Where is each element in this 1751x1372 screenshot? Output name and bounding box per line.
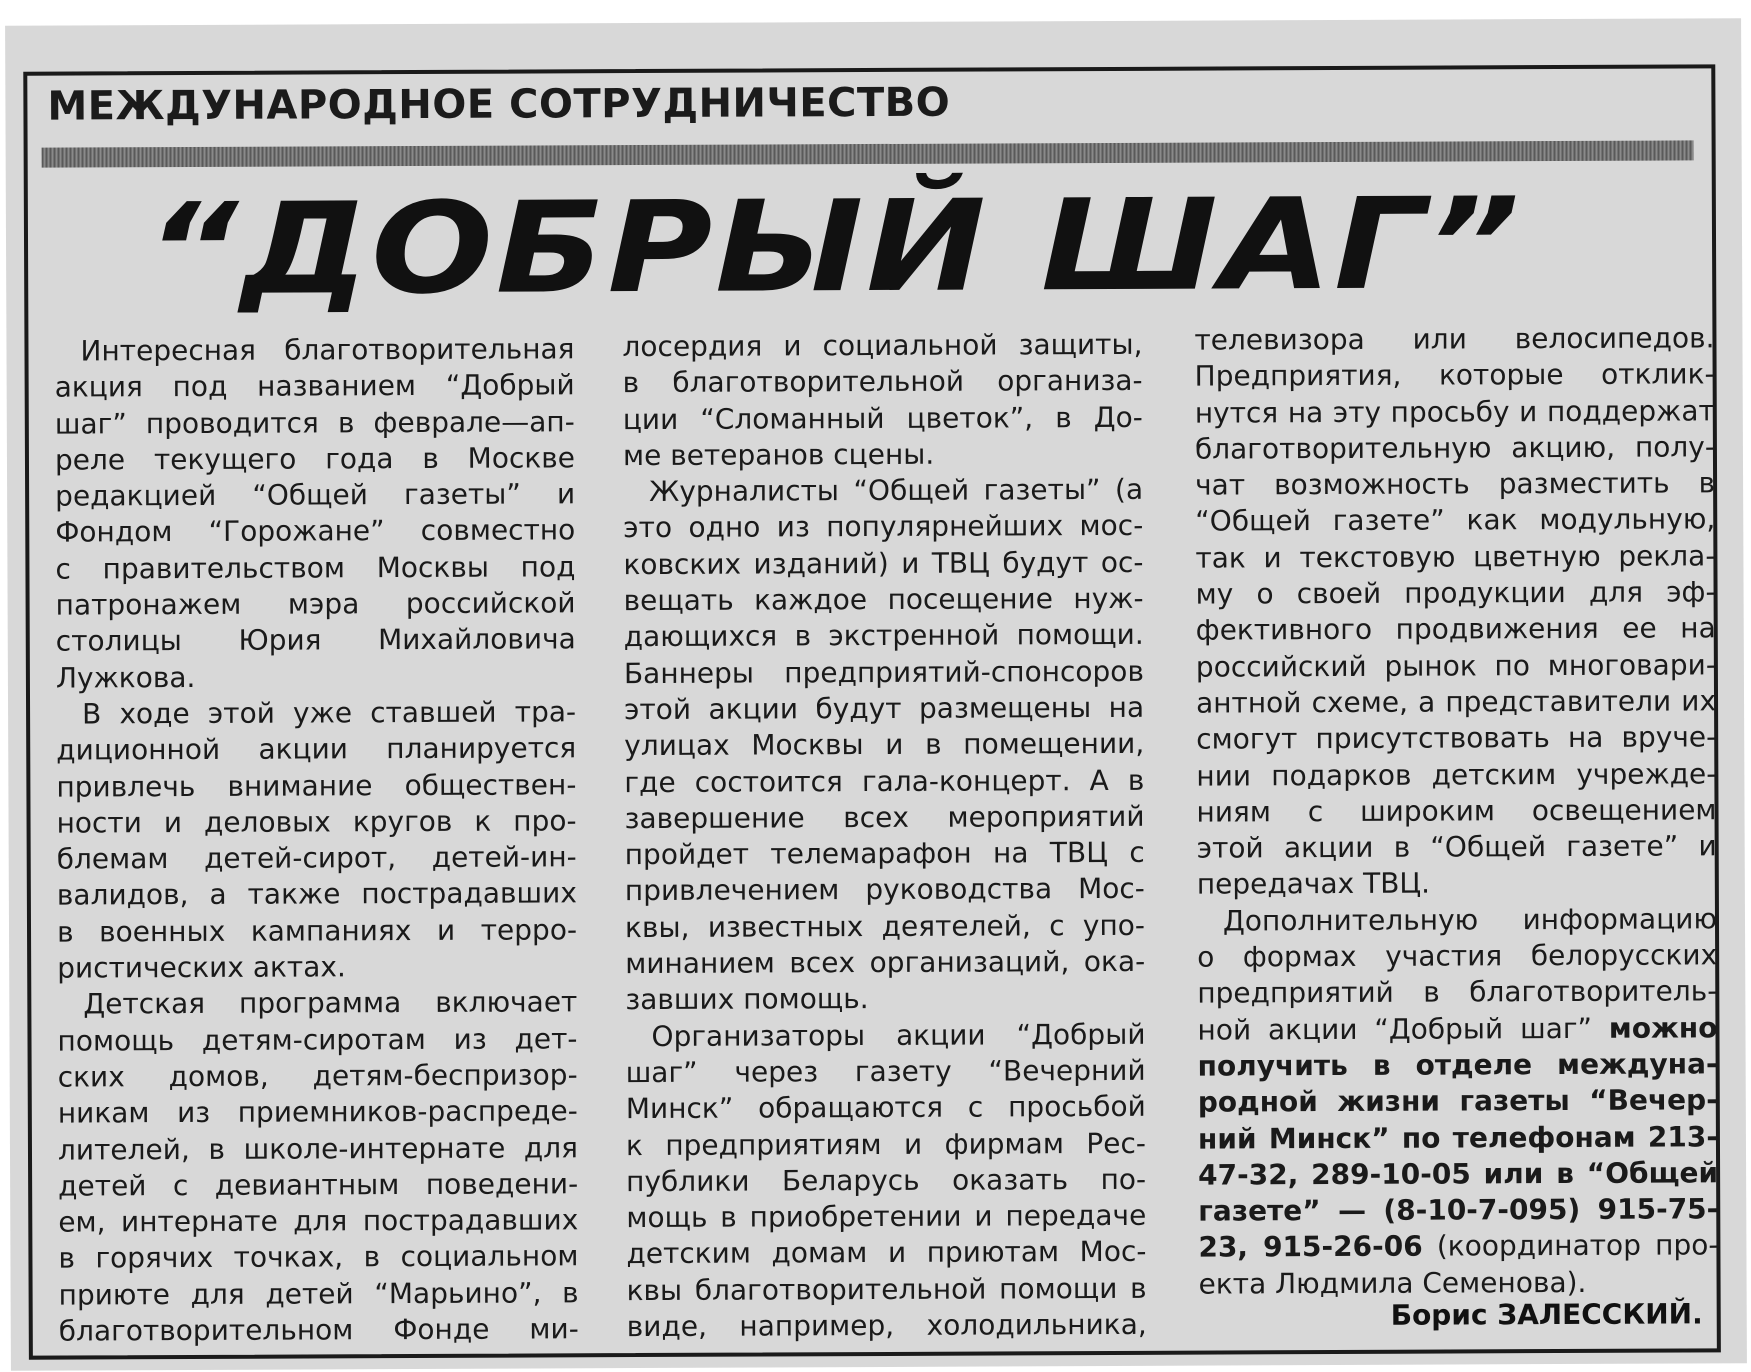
text-line: вещать каждое посещение нуж-: [623, 581, 1144, 618]
text-line: столицы Юрия Михайловича: [55, 622, 576, 658]
text-line: ме ветеранов сцены.: [622, 437, 935, 472]
text-line: получить в отделе междуна-: [1197, 1047, 1718, 1083]
text-line: ских домов, детям-беспризор-: [57, 1058, 578, 1094]
text-line: детским домам и приютам Мос-: [626, 1235, 1147, 1271]
text-line: Баннеры предприятий-спонсоров: [623, 654, 1144, 690]
text-line: Журналисты “Общей газеты” (а: [649, 473, 1144, 509]
text-line: дающихся в экстренной помощи.: [623, 618, 1144, 654]
text-line: публики Беларусь оказать по-: [626, 1162, 1147, 1198]
text-line: улицах Москвы и в помещении,: [624, 727, 1145, 763]
text-line: виде, например, холодильника,: [626, 1307, 1147, 1344]
text-line: благотворительную акцию, полу-: [1194, 430, 1715, 466]
bold-text-run: 23, 915-26-06: [1198, 1230, 1423, 1265]
text-line: передачах ТВЦ.: [1196, 867, 1431, 902]
text-line: ний Минск” по телефонам 213-: [1197, 1119, 1719, 1156]
text-line: лителей, в школе-интернате для: [57, 1130, 579, 1167]
text-line: это одно из популярнейших мос-: [623, 509, 1144, 545]
text-line: о формах участия белорусских: [1197, 938, 1718, 974]
text-line: российский рынок по многовари-: [1195, 648, 1716, 684]
text-line: блемам детей-сирот, детей-ин-: [56, 840, 577, 876]
bold-text-run: можно: [1608, 1010, 1718, 1045]
text-line: минанием всех организаций, ока-: [625, 944, 1146, 981]
text-line: диционной акции планируется: [56, 731, 577, 767]
text-line: Минск” обращаются с просьбой: [625, 1090, 1146, 1126]
text-line: газете” — (8-10-7-095) 915-75-: [1198, 1192, 1719, 1228]
text-line: ем, интернате для пострадавших: [58, 1203, 579, 1239]
article-column-3: [1194, 320, 1718, 1302]
text-line: акция под названием “Добрый: [54, 368, 575, 404]
text-line: этой акции в “Общей газете” и: [1196, 829, 1717, 865]
text-line: [1197, 1010, 1717, 1049]
text-line: этой акции будут размещены на: [623, 690, 1145, 727]
text-line: где состоится гала-концерт. А в: [624, 763, 1145, 799]
text-line: патронажем мэра российской: [55, 586, 576, 622]
text-line: ниям с широким освещением: [1196, 793, 1717, 829]
text-line: к предприятиям и фирмам Рес-: [625, 1126, 1147, 1162]
text-line: чат возможность разместить в: [1195, 466, 1716, 502]
text-line: предприятий в благотворитель-: [1197, 974, 1718, 1010]
text-line: телевизора или велосипедов.: [1194, 321, 1715, 357]
author-byline: Борис ЗАЛЕССКИЙ.: [1390, 1297, 1703, 1332]
text-line: му о своей продукции для эф-: [1195, 575, 1716, 611]
text-line: антной схеме, а представители их: [1195, 684, 1717, 720]
text-line: “Общей газете” как модульную,: [1195, 502, 1716, 539]
text-line: с правительством Москвы под: [55, 550, 576, 586]
text-line: ристических актах.: [57, 950, 346, 985]
text-line: в горячих точках, в социальном: [58, 1239, 579, 1275]
text-line: завших помощь.: [625, 982, 869, 1017]
text-line: шаг” через газету “Вечерний: [625, 1053, 1146, 1090]
rubric-heading: МЕЖДУНАРОДНОЕ СОТРУДНИЧЕСТВО: [47, 79, 951, 130]
text-line: ковских изданий) и ТВЦ будут ос-: [623, 545, 1144, 581]
text-run: ной акции “Добрый шаг”: [1197, 1011, 1593, 1047]
newspaper-clipping: [5, 18, 1747, 1371]
text-line: мощь в приобретении и передаче: [626, 1198, 1147, 1235]
text-line: 47-32, 289-10-05 или в “Общей: [1198, 1156, 1719, 1192]
text-line: в военных кампаниях и терро-: [56, 913, 578, 949]
text-line: родной жизни газеты “Вечер-: [1197, 1083, 1718, 1119]
text-line: Предприятия, которые отклик-: [1194, 357, 1715, 393]
text-line: Лужкова.: [55, 660, 196, 695]
text-line: В ходе этой уже ставшей тра-: [82, 695, 577, 731]
article-column-2: [622, 327, 1146, 1346]
text-line: в благотворительной организа-: [622, 364, 1143, 400]
text-line: приюте для детей “Марьино”, в: [58, 1276, 579, 1312]
text-line: привлечением руководства Мос-: [624, 872, 1145, 908]
text-line: привлечь внимание обществен-: [56, 767, 577, 804]
text-line: пройдет телемарафон на ТВЦ с: [624, 835, 1145, 872]
text-line: Интересная благотворительная: [80, 332, 575, 368]
text-line: детей с девиантным поведени-: [58, 1167, 579, 1203]
text-line: Детская программа включает: [83, 985, 578, 1021]
text-line: лосердия и социальной защиты,: [622, 327, 1143, 364]
text-line: квы, известных деятелей, с упо-: [624, 908, 1146, 944]
text-line: смогут присутствовать на вруче-: [1196, 720, 1717, 756]
text-line: редакцией “Общей газеты” и: [55, 477, 576, 513]
text-line: валидов, а также пострадавших: [56, 876, 577, 913]
text-line: реле текущего года в Москве: [54, 441, 576, 477]
text-line: Фондом “Горожане” совместно: [55, 513, 576, 550]
text-line: екта Людмила Семенова).: [1198, 1265, 1587, 1301]
text-line: нии подарков детским учрежде-: [1196, 756, 1717, 793]
text-line: квы благотворительной помощи в: [626, 1271, 1147, 1307]
text-line: шаг” проводится в феврале—ап-: [54, 404, 575, 441]
text-line: ности и деловых кругов к про-: [56, 804, 577, 840]
text-line: Дополнительную информацию: [1222, 902, 1718, 938]
text-line: нутся на эту просьбу и поддержат: [1194, 393, 1715, 430]
text-line: благотворительном Фонде ми-: [58, 1312, 579, 1348]
text-line: так и текстовую цветную рекла-: [1195, 539, 1716, 575]
text-line: [1198, 1228, 1718, 1267]
text-line: ции “Сломанный цветок”, в До-: [622, 400, 1143, 436]
text-line: никам из приемников-распреде-: [57, 1094, 578, 1130]
article-headline: “ДОБРЫЙ ШАГ”: [145, 170, 1523, 324]
article-column-1: [54, 331, 578, 1350]
text-line: завершение всех мероприятий: [624, 799, 1145, 835]
text-line: помощь детям-сиротам из дет-: [57, 1021, 578, 1058]
text-run: (координатор про-: [1436, 1228, 1719, 1263]
text-line: Организаторы акции “Добрый: [651, 1017, 1146, 1053]
text-line: фективного продвижения ее на: [1195, 611, 1716, 647]
